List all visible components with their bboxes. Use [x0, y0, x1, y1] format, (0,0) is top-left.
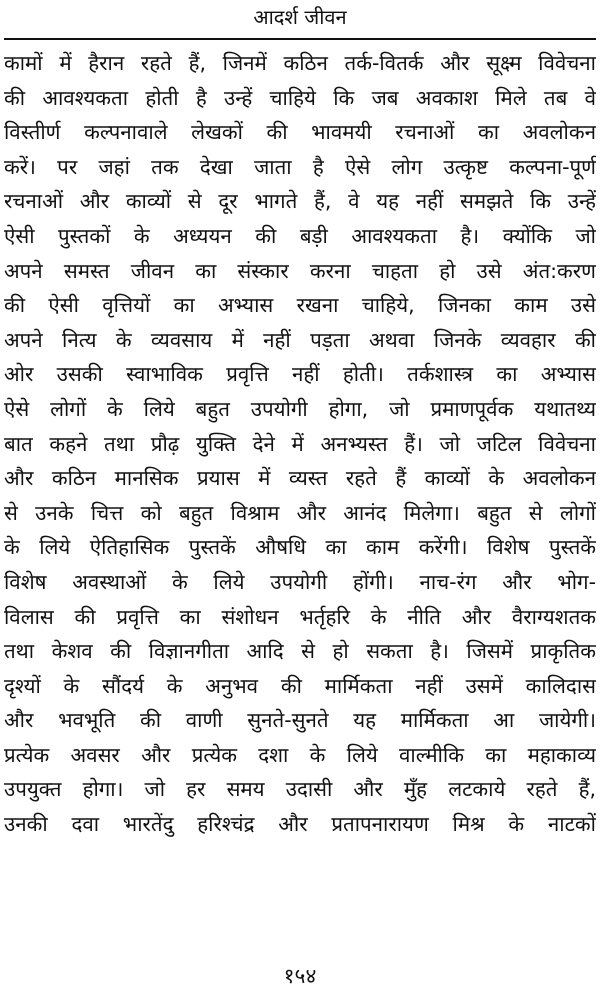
text-line: रचनाओं और काव्यों से दूर भागते हैं, वे यह नहीं समझते कि उन्हें: [4, 189, 596, 214]
text-line: ओर उसकी स्वाभाविक प्रवृत्ति नहीं होती। तर्कशास्त्र का अभ्यास: [4, 362, 596, 387]
text-line: प्रत्येक अवसर और प्रत्येक दशा के लिये वाल्मीकि का महाकाव्य: [4, 742, 596, 767]
text-line: अपने समस्त जीवन का संस्कार करना चाहता हो उसे अंत:करण: [4, 258, 596, 283]
text-line: कामों में हैरान रहते हैं, जिनमें कठिन तर्क-वितर्क और सूक्ष्म विवेचना: [4, 51, 596, 75]
text-line: और भवभूति की वाणी सुनते-सुनते यह मार्मिकता आ जायेगी।: [4, 708, 596, 733]
text-line: विलास की प्रवृत्ति का संशोधन भर्तृहरि के नीति और वैराग्यशतक: [4, 604, 596, 629]
text-line: दृश्यों के सौंदर्य के अनुभव की मार्मिकता नहीं उसमें कालिदास: [4, 673, 596, 698]
text-line: तथा केशव की विज्ञानगीता आदि से हो सकता है। जिसमें प्राकृतिक: [4, 639, 596, 664]
text-line: की आवश्यकता होती है उन्हें चाहिये कि जब अवकाश मिले तब वे: [4, 85, 596, 110]
running-head: आदर्श जीवन: [253, 5, 347, 29]
text-line: उनकी दवा भारतेंदु हरिश्चंद्र और प्रतापनारायण मिश्र के नाटकों: [4, 812, 596, 837]
header-rule: [4, 38, 596, 40]
text-line: अपने नित्य के व्यवसाय में नहीं पड़ता अथवा जिनके व्यवहार की: [4, 327, 596, 352]
text-line: से उनके चित्त को बहुत विश्राम और आनंद मिलेगा। बहुत से लोगों: [4, 500, 596, 525]
text-line: उपयुक्त होगा। जो हर समय उदासी और मुँह लटकाये रहते हैं,: [4, 777, 596, 802]
body-text: [4, 46, 596, 842]
text-line: की ऐसी वृत्तियों का अभ्यास रखना चाहिये, जिनका काम उसे: [4, 293, 596, 318]
text-line: ऐसे लोगों के लिये बहुत उपयोगी होगा, जो प्रमाणपूर्वक यथातथ्य: [4, 396, 596, 421]
text-line: और कठिन मानसिक प्रयास में व्यस्त रहते हैं काव्यों के अवलोकन: [4, 466, 596, 491]
text-line: ऐसी पुस्तकों के अध्ययन की बड़ी आवश्यकता है। क्योंकि जो: [4, 223, 596, 248]
page-number: १५४: [283, 964, 317, 988]
text-line: बात कहने तथा प्रौढ़ युक्ति देने में अनभ्यस्त हैं। जो जटिल विवेचना: [4, 431, 596, 456]
text-line: करें। पर जहां तक देखा जाता है ऐसे लोग उत्कृष्ट कल्पना-पूर्ण: [4, 154, 596, 179]
text-line: विस्तीर्ण कल्पनावाले लेखकों की भावमयी रचनाओं का अवलोकन: [4, 120, 596, 145]
text-line: के लिये ऐतिहासिक पुस्तकें औषधि का काम करेंगी। विशेष पुस्तकें: [4, 535, 596, 560]
text-line: विशेष अवस्थाओं के लिये उपयोगी होंगी। नाच-रंग और भोग-: [4, 569, 596, 594]
